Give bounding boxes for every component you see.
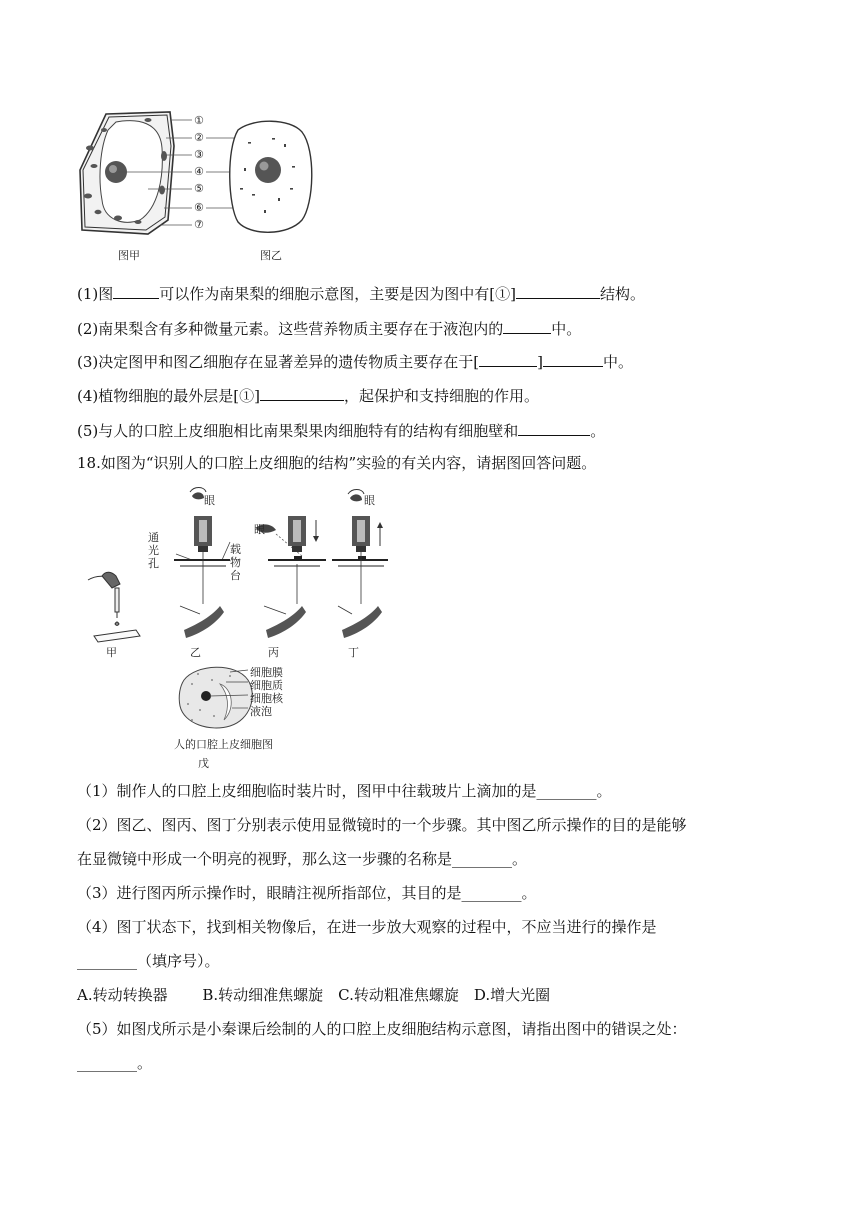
cell-label-nucleus: 细胞核 bbox=[250, 692, 283, 705]
cheek-cell-caption: 人的口腔上皮细胞图 bbox=[174, 738, 273, 751]
eye-label: 眼 bbox=[204, 494, 215, 507]
plant-cell-diagram bbox=[80, 112, 174, 234]
label-2: ② bbox=[194, 131, 204, 144]
q17-item-2: (2)南果梨含有多种微量元素。这些营养物质主要存在于液泡内的 中。 bbox=[77, 320, 582, 338]
q18-part-2-line1: （2）图乙、图丙、图丁分别表示使用显微镜时的一个步骤。其中图乙所示操作的目的是能够 bbox=[77, 816, 687, 834]
q17-item-1: (1)图 可以作为南果梨的细胞示意图，主要是因为图中有[①] 结构。 bbox=[77, 285, 645, 303]
q17-item-5: (5)与人的口腔上皮细胞相比南果梨果肉细胞特有的结构有细胞壁和 。 bbox=[77, 422, 606, 440]
answer-blank bbox=[503, 319, 551, 334]
q18-part-3: （3）进行图丙所示操作时，眼睛注视所指部位，其目的是________。 bbox=[77, 884, 537, 902]
caption-figure-a: 图甲 bbox=[118, 249, 140, 262]
q17-item-3: (3)决定图甲和图乙细胞存在显著差异的遗传物质主要存在于[ ] 中。 bbox=[77, 353, 633, 371]
answer-blank bbox=[113, 284, 159, 299]
caption-wu: 戊 bbox=[198, 757, 209, 770]
answer-blank bbox=[260, 386, 344, 401]
stage-label: 载 物 台 bbox=[230, 543, 241, 582]
q17-item-4: (4)植物细胞的最外层是[①] ，起保护和支持细胞的作用。 bbox=[77, 387, 539, 405]
eye-label: 眼 bbox=[364, 494, 375, 507]
caption-jia: 甲 bbox=[106, 646, 117, 659]
answer-blank bbox=[518, 421, 590, 436]
cheek-cell-diagram bbox=[179, 667, 252, 728]
label-6: ⑥ bbox=[194, 201, 204, 214]
dropper-slide-illustration bbox=[88, 572, 140, 642]
cell-label-cytoplasm: 细胞质 bbox=[250, 679, 283, 692]
q18-part-5-line2: ________。 bbox=[77, 1054, 153, 1072]
caption-bing: 丙 bbox=[268, 646, 279, 659]
eye-label: 眼 bbox=[254, 523, 265, 536]
cell-label-vacuole: 液泡 bbox=[250, 705, 272, 718]
q18-part-1: （1）制作人的口腔上皮细胞临时装片时，图甲中往载玻片上滴加的是________。 bbox=[77, 782, 612, 800]
q18-part-4-line2: ________（填序号）。 bbox=[77, 952, 220, 970]
label-5: ⑤ bbox=[194, 182, 204, 195]
animal-cell-diagram bbox=[230, 121, 312, 232]
q18-options: A.转动转换器 B.转动细准焦螺旋 C.转动粗准焦螺旋 D.增大光圈 bbox=[77, 986, 551, 1004]
label-3: ③ bbox=[194, 148, 204, 161]
microscope-bing bbox=[256, 516, 326, 638]
label-4: ④ bbox=[194, 165, 204, 178]
aperture-label: 通 光 孔 bbox=[148, 531, 159, 570]
answer-blank bbox=[543, 352, 603, 367]
label-1: ① bbox=[194, 114, 204, 127]
q18-part-5-line1: （5）如图戊所示是小秦课后绘制的人的口腔上皮细胞结构示意图，请指出图中的错误之处： bbox=[77, 1020, 687, 1038]
q18-part-4-line1: （4）图丁状态下，找到相关物像后，在进一步放大观察的过程中，不应当进行的操作是 bbox=[77, 918, 657, 936]
microscope-yi bbox=[174, 488, 230, 639]
q18-stem: 18.如图为“识别人的口腔上皮细胞的结构”实验的有关内容，请据图回答问题。 bbox=[77, 454, 597, 472]
caption-yi: 乙 bbox=[190, 646, 201, 659]
microscope-ding bbox=[332, 490, 388, 639]
answer-blank bbox=[516, 284, 600, 299]
caption-figure-b: 图乙 bbox=[260, 249, 282, 262]
label-7: ⑦ bbox=[194, 218, 204, 231]
caption-ding: 丁 bbox=[348, 646, 359, 659]
cell-label-membrane: 细胞膜 bbox=[250, 666, 283, 679]
answer-blank bbox=[479, 352, 537, 367]
q18-part-2-line2: 在显微镜中形成一个明亮的视野，那么这一步骤的名称是________。 bbox=[77, 850, 528, 868]
